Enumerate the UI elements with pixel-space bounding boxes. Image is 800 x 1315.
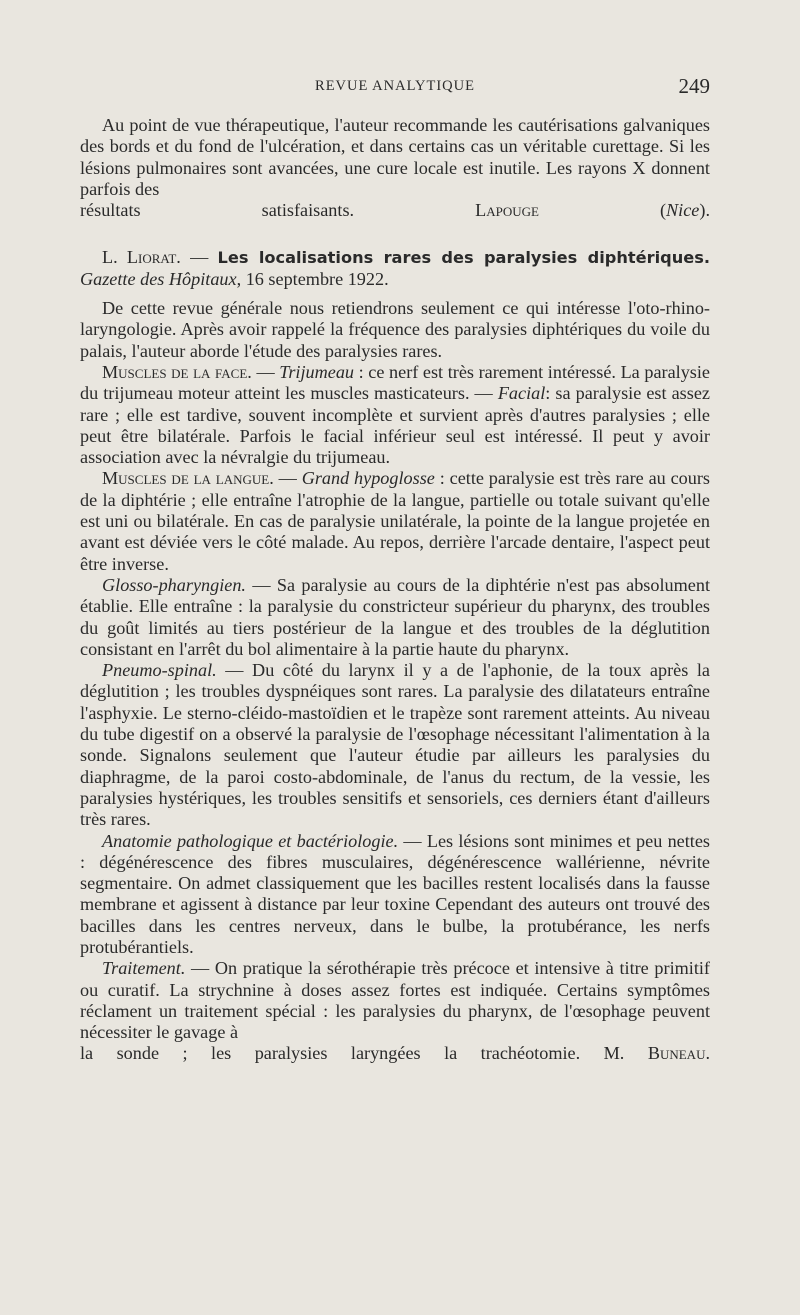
reviewer-place: Nice — [666, 200, 700, 221]
signature-line — [80, 200, 710, 221]
previous-review-conclusion — [80, 115, 710, 200]
anatomie-label: Anatomie pathologique et bactériologie. — [102, 830, 399, 851]
dash: — — [273, 468, 302, 489]
pneumo-paragraph — [80, 660, 710, 830]
article-heading: L. Liorat. — Les localisations rares des paralysies diphtériques. Gazette des Hôpitaux, 16 septembre 1922. — [80, 247, 710, 289]
glosso-text: — Sa paralysie au cours de la diphtérie n'est pas absolument établie. Elle entraîne : la paralysie du constricteur supérieur du pharynx, des troubles du goût limités au tiers postérieur de la langue et des troubles de la déglutition consistant en l'arrêt du bol alimentaire à la partie haute du pharynx. — [80, 574, 710, 659]
anatomie-paragraph — [80, 831, 710, 959]
traitement-paragraph — [80, 958, 710, 1043]
running-head: REVUE ANALYTIQUE — [315, 78, 475, 94]
hypoglosse-label: Grand hypoglosse — [301, 468, 435, 489]
facial-text: : sa paralysie est assez rare ; elle est tardive, souvent incomplète et survient après d'autres paralysies ; elle peut être bilatérale. Parfois le facial inférieur seul est intéressé. Il peut y avoir association avec la névralgie du trijumeau. — [80, 383, 710, 468]
hypoglosse-text: : cette paralysie est très rare au cours de la diphtérie ; elle entraîne l'atrophie de la langue, partielle ou totale suivant qu'elle est uni ou bilatérale. En cas de paralysie unilatérale, la pointe de la langue projetée en avant est déviée vers le côté malade. Au repos, derrière l'arcade dentaire, l'aspect peut être inverse. — [80, 468, 710, 574]
page-header — [80, 74, 710, 104]
dash: — — [251, 361, 280, 382]
reviewer-signature: Lapouge (Nice). — [475, 200, 710, 221]
pneumo-label: Pneumo-spinal. — [102, 660, 217, 681]
article-title: Les localisations rares des paralysies diphtériques. — [217, 248, 710, 268]
langue-paragraph — [80, 468, 710, 574]
traitement-text: — On pratique la sérothérapie très précoce et intensive à titre primitif ou curatif. La strychnine à doses assez fortes est indiquée. Certains symptômes réclament un traitement spécial : les paralysies du pharynx, de l'œsophage peuvent nécessiter le gavage à — [80, 958, 710, 1043]
article-date: , 16 septembre 1922. — [236, 268, 389, 289]
face-paragraph — [80, 362, 710, 468]
reviewer-name: Lapouge — [475, 200, 539, 221]
glosso-label: Glosso-pharyngien. — [102, 574, 246, 595]
trijumeau-label: Trijumeau — [279, 361, 355, 382]
anatomie-text: — Les lésions sont minimes et peu nettes : dégénérescence des fibres musculaires, dégénérescence wallérienne, névrite segmentaire. On admet classiquement que les bacilles restent localisés dans la fausse membrane et agissent à distance par leur toxine Cependant des auteurs ont trouvé des bacilles dans les centres nerveux, dans le bulbe, la protubérance, les nerfs protubérantiels. — [80, 830, 710, 957]
last-line: la sonde ; les paralysies laryngées la trachéotomie. — [80, 1043, 581, 1064]
page-body — [80, 115, 710, 1065]
article-source: Gazette des Hôpitaux — [80, 268, 237, 289]
intro-paragraph: De cette revue générale nous retiendrons seulement ce qui intéresse l'oto-rhino-laryngologie. Après avoir rappelé la fréquence des paralysies diphtériques du voile du palais, l'auteur aborde l'étude des paralysies rares. — [80, 298, 710, 361]
pneumo-text: — Du côté du larynx il y a de l'aphonie, de la toux après la déglutition ; les troubles dyspnéiques sont rares. La paralysie des dilatateurs entraîne l'asphyxie. Le sterno-cléido-mastoïdien et le trapèze sont rarement atteints. Au niveau du tube digestif on a observé la paralysie de l'œsophage nécessitant l'alimentation à la sonde. Signalons seulement que l'auteur étudie par ailleurs les paralysies du diaphragme, de la paroi costo-abdominale, de l'anus du rectum, de la vessie, les paralysies hystériques, les troubles sensitifs et sensoriels, ces derniers étant d'ailleurs très rares. — [80, 660, 710, 830]
traitement-label: Traitement. — [102, 958, 186, 979]
paragraph-text: Au point de vue thérapeutique, l'auteur recommande les cautérisations galvaniques des bords et du fond de l'ulcération, et dans certains cas un véritable curettage. Si les lésions pulmonaires sont avancées, une cure locale est inutile. Les rayons X donnent parfois des — [80, 115, 710, 199]
glosso-paragraph — [80, 575, 710, 660]
facial-label: Facial — [497, 383, 546, 404]
article-author: L. Liorat. — [102, 247, 181, 268]
trijumeau-text: : ce nerf est très rarement intéressé. La paralysie du trijumeau moteur atteint les muscles masticateurs. — — [80, 361, 710, 404]
section-label-langue: Muscles de la langue. — [102, 468, 274, 489]
page-number: 249 — [678, 74, 710, 98]
reviewer-signature: M. Buneau. — [603, 1043, 711, 1064]
section-label-face: Muscles de la face. — [102, 361, 252, 382]
last-line: résultats satisfaisants. — [80, 200, 355, 221]
traitement-signature-line — [80, 1043, 710, 1064]
